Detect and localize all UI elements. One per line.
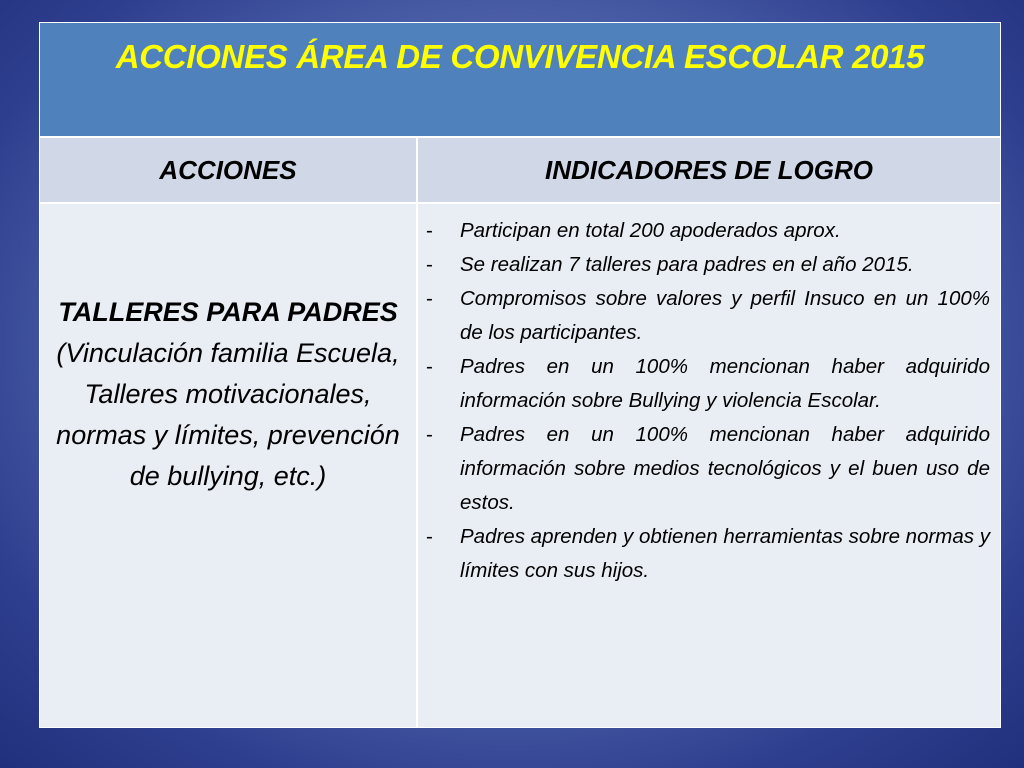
achievements-table: [39, 22, 1001, 728]
indicator-item: [426, 248, 990, 282]
bullet-dash: -: [426, 525, 433, 548]
indicator-text: Participan en total 200 apoderados aprox.: [460, 219, 841, 242]
indicator-item: [426, 282, 990, 350]
indicator-item: [426, 418, 990, 520]
action-description: (Vinculación familia Escuela, Talleres motivacionales, normas y límites, prevención de bullying, etc.): [56, 338, 400, 491]
bullet-dash: -: [426, 253, 433, 276]
indicator-item: [426, 520, 990, 588]
bullet-dash: -: [426, 219, 433, 242]
column-header-actions: ACCIONES: [40, 138, 416, 202]
indicator-item: [426, 350, 990, 418]
bullet-dash: -: [426, 287, 433, 310]
indicator-list: [426, 214, 990, 588]
bullet-dash: -: [426, 423, 433, 446]
bullet-dash: -: [426, 355, 433, 378]
indicator-text: Padres en un 100% mencionan haber adquirido información sobre medios tecnológicos y el buen uso de estos.: [460, 423, 990, 514]
slide-title: ACCIONES ÁREA DE CONVIVENCIA ESCOLAR 2015: [40, 23, 1000, 136]
action-content: [46, 292, 410, 497]
indicator-item: [426, 214, 990, 248]
action-title: TALLERES PARA PADRES: [58, 297, 398, 327]
indicator-text: Se realizan 7 talleres para padres en el año 2015.: [460, 253, 914, 276]
indicator-text: Compromisos sobre valores y perfil Insuco en un 100% de los participantes.: [460, 287, 990, 344]
indicators-cell: [418, 204, 1000, 727]
action-cell: [40, 204, 416, 727]
indicator-text: Padres aprenden y obtienen herramientas sobre normas y límites con sus hijos.: [460, 525, 990, 582]
column-header-indicators: INDICADORES DE LOGRO: [418, 138, 1000, 202]
indicator-text: Padres en un 100% mencionan haber adquirido información sobre Bullying y violencia Escolar.: [460, 355, 990, 412]
